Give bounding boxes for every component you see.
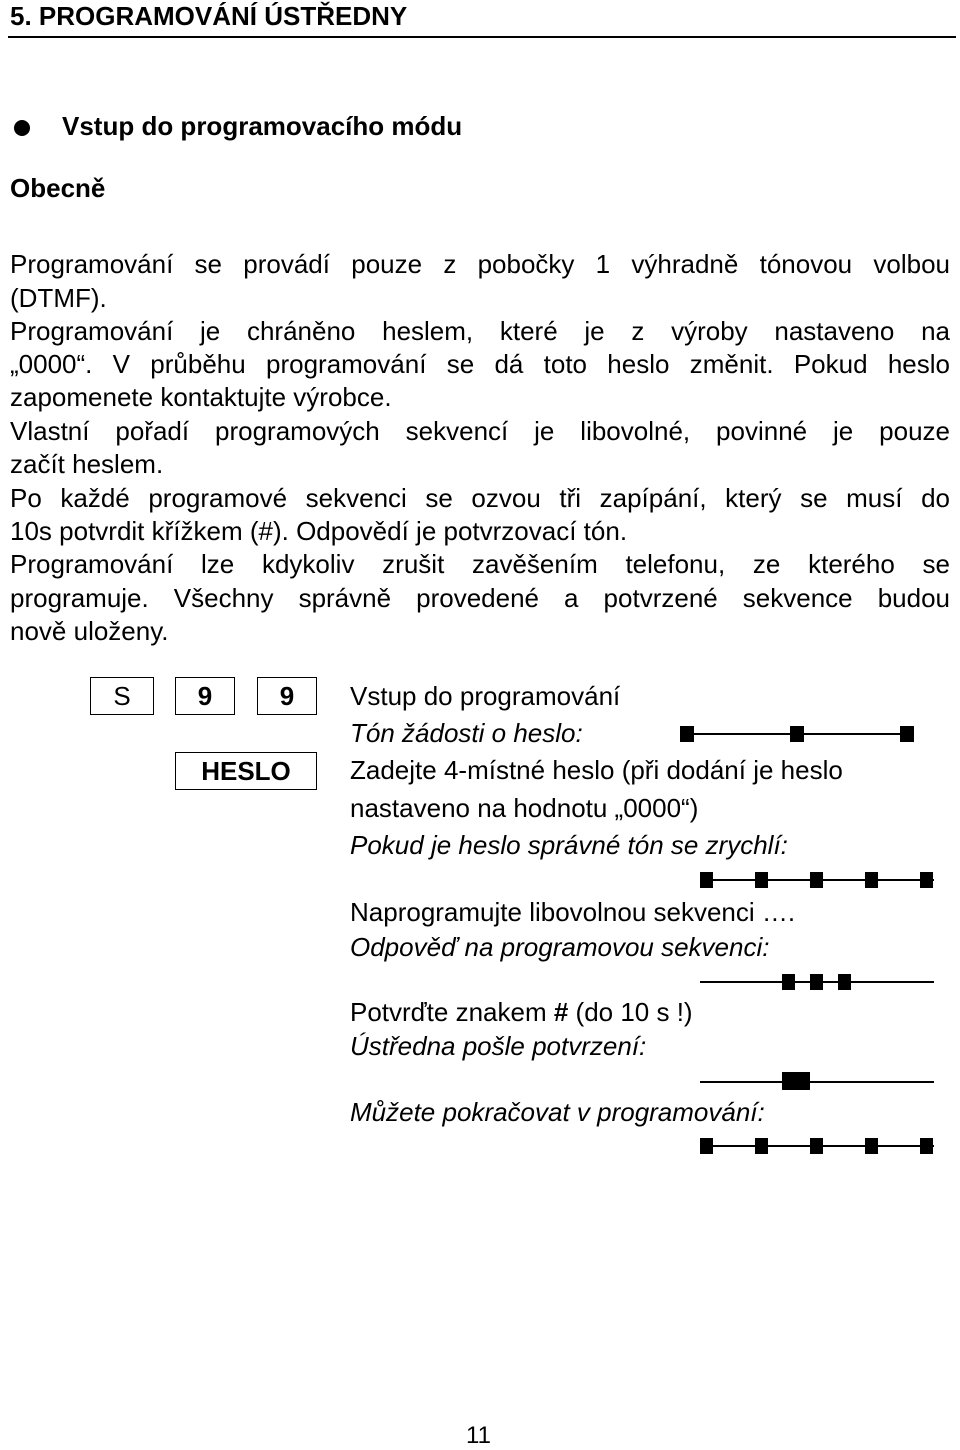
- tone-slow-icon: [680, 726, 914, 742]
- tone-confirm-icon: [700, 1072, 934, 1090]
- intro-line: nově uloženy.: [10, 616, 169, 646]
- intro-line: programuje. Všechny správně provedené a potvrzené sekvence budou: [10, 583, 950, 613]
- intro-line: Vlastní pořadí programových sekvencí je libovolné, povinné je pouze: [10, 416, 950, 446]
- step-sequence-response: Odpověď na programovou sekvenci:: [350, 932, 770, 962]
- intro-line: Programování se provádí pouze z pobočky 1 výhradně tónovou volbou: [10, 249, 950, 279]
- subheading: Obecně: [10, 173, 106, 203]
- step-enter-password: Zadejte 4-místné heslo (při dodání je heslo: [350, 755, 843, 785]
- intro-line: (DTMF).: [10, 283, 107, 313]
- step-exchange-confirm: Ústředna pošle potvrzení:: [350, 1031, 647, 1061]
- key-password: HESLO: [175, 752, 317, 790]
- intro-line: Programování je chráněno heslem, které je z výroby nastaveno na: [10, 316, 950, 346]
- step-continue: Můžete pokračovat v programování:: [350, 1097, 765, 1127]
- page-number: 11: [466, 1422, 491, 1449]
- tone-fast-icon: [700, 872, 934, 888]
- confirm-suffix: (do 10 s !): [568, 997, 693, 1027]
- tone-triple-beep-icon: [700, 974, 934, 990]
- intro-line: Programování lze kdykoliv zrušit zavěšením telefonu, ze kterého se: [10, 549, 950, 579]
- step-password-tone: Tón žádosti o heslo:: [350, 718, 583, 748]
- step-program-sequence: Naprogramujte libovolnou sekvenci ….: [350, 897, 796, 927]
- key-nine-first: 9: [175, 677, 235, 715]
- key-nine-second: 9: [257, 677, 317, 715]
- tone-continue-icon: [700, 1138, 934, 1154]
- step-enter-programming: Vstup do programování: [350, 681, 621, 711]
- intro-line: zapomenete kontaktujte výrobce.: [10, 382, 392, 412]
- hash-key: #: [553, 997, 569, 1027]
- intro-line: „0000“. V průběhu programování se dá toto heslo změnit. Pokud heslo: [10, 349, 950, 379]
- step-password-ok: Pokud je heslo správné tón se zrychlí:: [350, 830, 788, 860]
- key-s: S: [90, 677, 154, 715]
- section-title: Vstup do programovacího módu: [62, 111, 463, 141]
- step-enter-password-cont: nastaveno na hodnotu „0000“): [350, 793, 699, 823]
- intro-line: 10s potvrdit křížkem (#). Odpovědí je potvrzovací tón.: [10, 516, 628, 546]
- chapter-title: 5. PROGRAMOVÁNÍ ÚSTŘEDNY: [10, 1, 408, 31]
- confirm-prefix: Potvrďte znakem: [350, 997, 554, 1027]
- intro-line: Po každé programové sekvenci se ozvou tři zapípání, který se musí do: [10, 483, 950, 513]
- intro-line: začít heslem.: [10, 449, 164, 479]
